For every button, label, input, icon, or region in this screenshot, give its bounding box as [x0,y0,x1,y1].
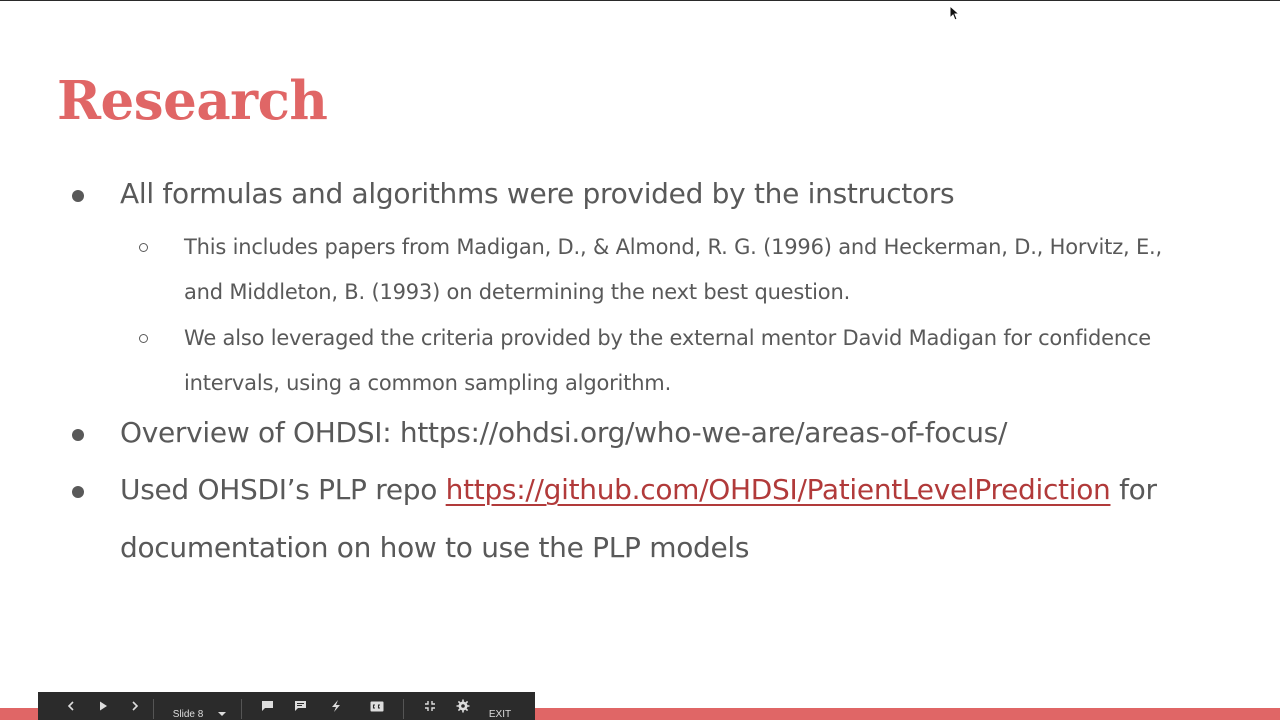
bullet-dot [72,486,84,498]
speaker-notes-icon [294,700,307,712]
presenter-toolbar [38,692,535,720]
bullet-text-suffix: for [1110,473,1157,506]
qa-button[interactable] [258,692,276,720]
previous-slide-button[interactable] [62,692,80,720]
toolbar-separator [153,699,154,719]
play-button[interactable] [94,692,112,720]
bullet-text-prefix: Used OHSDI’s PLP repo [120,473,446,506]
sub-bullet-circle [139,334,148,343]
plp-repo-link[interactable]: https://github.com/OHDSI/PatientLevelPrediction [445,473,1111,506]
dropdown-icon [217,709,227,719]
bullet-dot [72,190,84,202]
prev-icon [66,700,76,712]
sub-bullet-text-line2: and Middleton, B. (1993) on determining the next best question. [184,280,851,304]
next-slide-button[interactable] [126,692,144,720]
comment-icon [261,700,274,712]
exit-fullscreen-icon [424,700,436,712]
exit-button[interactable] [482,692,518,720]
settings-button[interactable] [454,692,472,720]
bullet-text: Overview of OHDSI: https://ohdsi.org/who-we-are/areas-of-focus/ [120,416,1008,449]
pointer-icon [330,699,342,713]
bullet-text-line2: documentation on how to use the PLP models [120,531,750,564]
bullet-text-line1 [120,461,1157,518]
mouse-cursor-icon [949,5,961,21]
captions-button[interactable] [368,692,386,720]
next-icon [130,700,140,712]
sub-bullet-circle [139,243,148,252]
bullet-text: All formulas and algorithms were provided by the instructors [120,177,955,210]
slide-number-label: Slide 8 [172,708,204,720]
exit-fullscreen-button[interactable] [421,692,439,720]
settings-icon [456,699,470,713]
toolbar-separator [241,699,242,719]
exit-label: EXIT [488,708,512,720]
captions-icon [370,701,384,712]
sub-bullet-text-line1: We also leveraged the criteria provided by the external mentor David Madigan for confidence [184,326,1152,350]
bullet-dot [72,429,84,441]
presentation-slide [0,1,1280,720]
play-icon [98,700,108,712]
laser-pointer-button[interactable] [327,692,345,720]
slide-selector[interactable] [164,692,236,720]
sub-bullet-text-line2: intervals, using a common sampling algorithm. [184,371,672,395]
sub-bullet-text-line1: This includes papers from Madigan, D., & Almond, R. G. (1996) and Heckerman, D., Horvitz, E., [184,235,1162,259]
toolbar-separator [403,699,404,719]
speaker-notes-button[interactable] [291,692,309,720]
slide-title: Research [57,70,328,132]
